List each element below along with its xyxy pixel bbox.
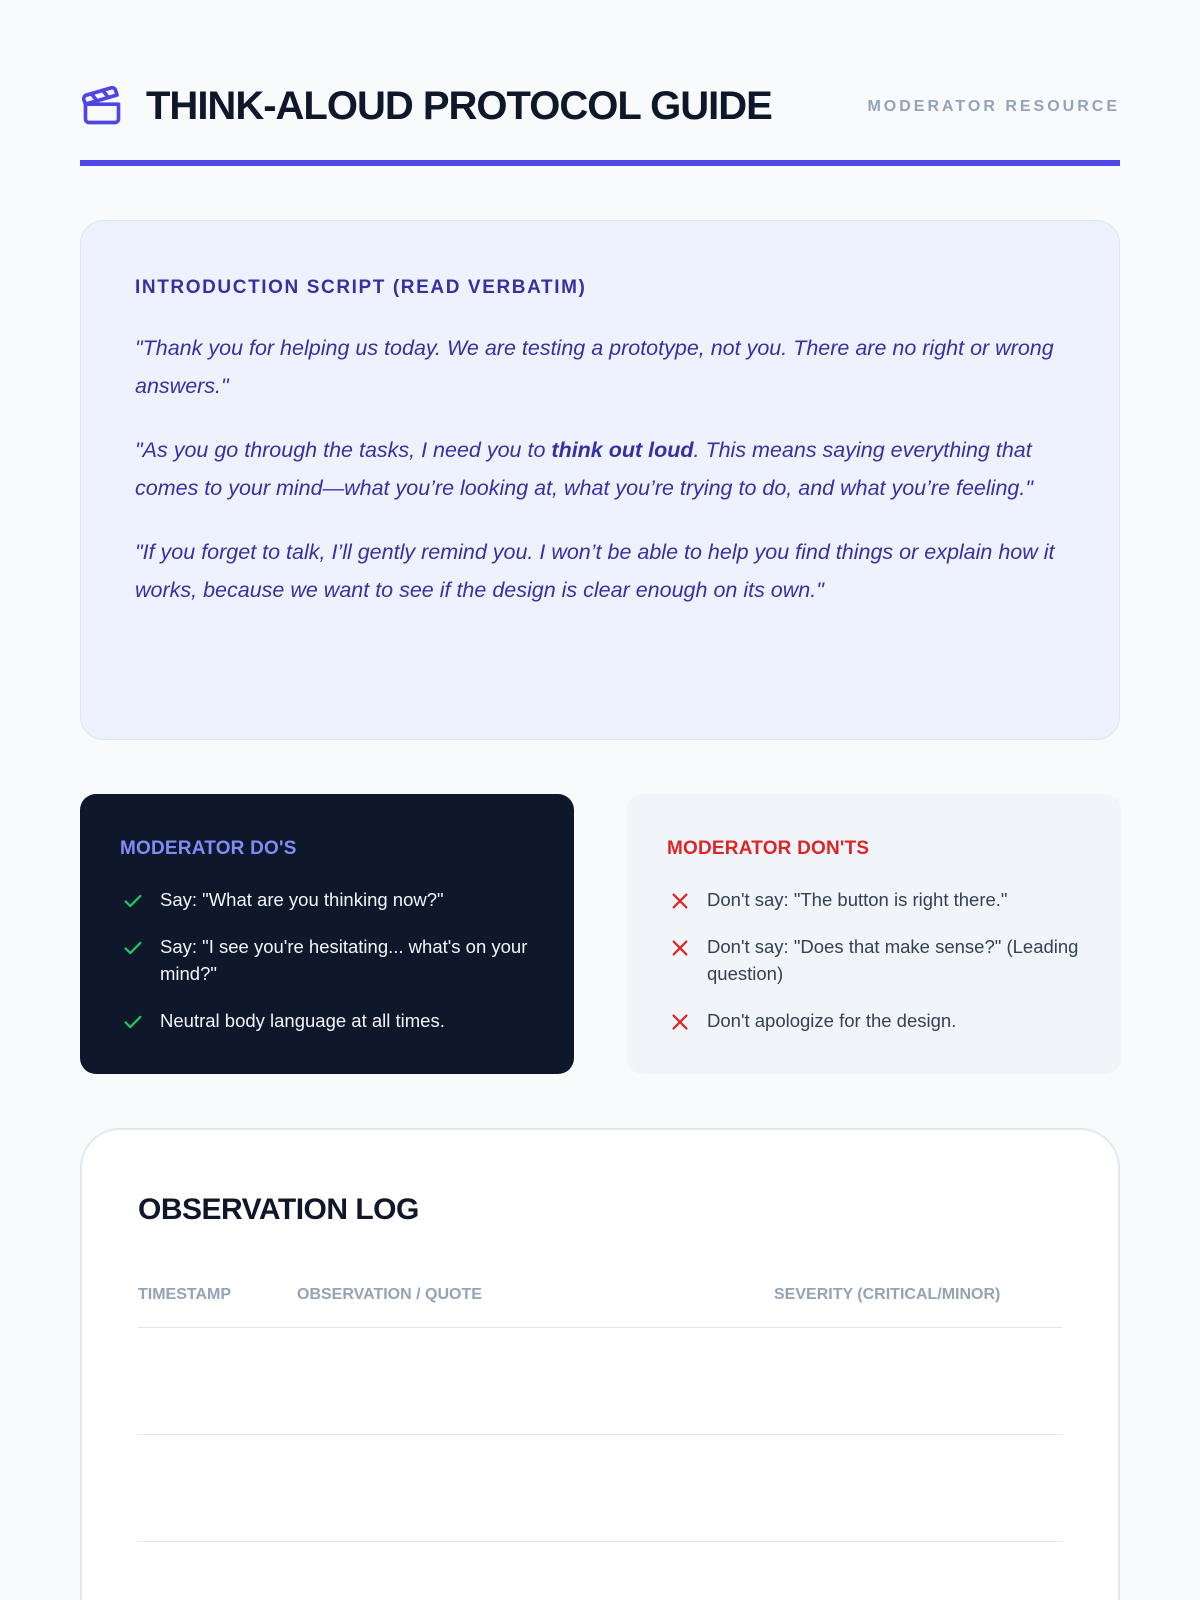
observation-log-row[interactable] [138,1328,1062,1435]
observation-log-header-row [138,1278,1062,1328]
column-header-timestamp: TIMESTAMP [138,1286,232,1303]
dos-item-text: Say: "What are you thinking now?" [160,889,444,910]
donts-item [667,933,1081,987]
clapperboard-icon [80,84,124,128]
intro-emphasis: think out loud [551,438,694,462]
dos-heading: MODERATOR DO'S [120,838,297,859]
donts-item [667,1007,1081,1034]
resource-badge: MODERATOR RESOURCE [867,98,1120,115]
intro-paragraph: "If you forget to talk, I’ll gently remind you. I won’t be able to help you find things or explain how it works, because we want to see if the design is clear enough on its own." [135,540,1055,602]
dos-item [120,933,534,987]
intro-text: "As you go through the tasks, I need you to [135,438,552,462]
check-icon [122,937,144,959]
column-header-observation: OBSERVATION / QUOTE [297,1286,482,1303]
observation-log-row[interactable] [138,1435,1062,1542]
observation-log-title: OBSERVATION LOG [138,1193,419,1226]
check-icon [122,890,144,912]
dos-list [120,886,534,1034]
observation-log-row[interactable] [138,1542,1062,1600]
intro-heading: INTRODUCTION SCRIPT (READ VERBATIM) [135,277,587,298]
dos-item-text: Neutral body language at all times. [160,1010,445,1031]
dos-item [120,886,534,913]
column-header-severity: SEVERITY (CRITICAL/MINOR) [774,1286,1001,1303]
moderator-donts-card [627,794,1121,1074]
page-header [80,70,1120,166]
intro-paragraph: "Thank you for helping us today. We are testing a prototype, not you. There are no right or wrong answers." [135,336,1054,398]
donts-item-text: Don't apologize for the design. [707,1010,957,1031]
donts-item-text: Don't say: "Does that make sense?" (Leading question) [707,936,1079,984]
x-icon [669,1011,691,1033]
intro-text: . This means saying everything that comes to your mind—what you’re looking at, what you’re trying to do, and what you’re feeling." [135,438,1033,500]
check-icon [122,1011,144,1033]
intro-script-card [80,220,1120,740]
donts-item-text: Don't say: "The button is right there." [707,889,1008,910]
x-icon [669,890,691,912]
dos-item-text: Say: "I see you're hesitating... what's on your mind?" [160,936,528,984]
observation-log-card [80,1128,1120,1600]
x-icon [669,937,691,959]
page-title: THINK-ALOUD PROTOCOL GUIDE [146,84,772,128]
donts-heading: MODERATOR DON'TS [667,838,870,859]
intro-paragraph [135,431,1065,507]
dos-item [120,1007,534,1034]
moderator-dos-card [80,794,574,1074]
donts-item [667,886,1081,913]
donts-list [667,886,1081,1034]
